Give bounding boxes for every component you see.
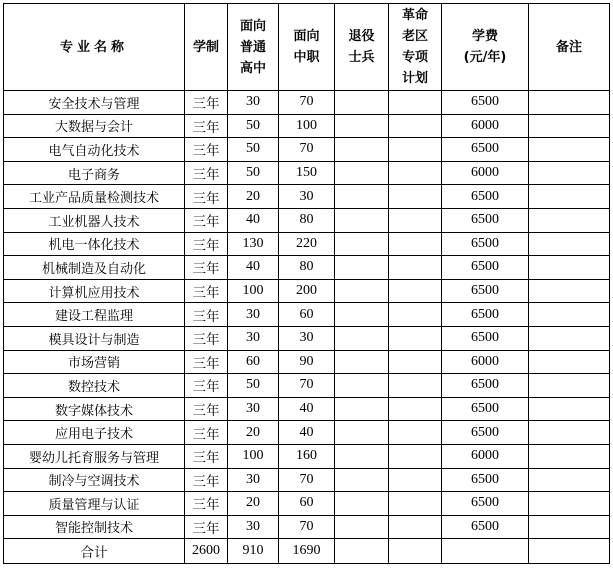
table-row	[4, 208, 610, 232]
vocational-quota-cell: 40	[279, 397, 335, 421]
veterans-cell	[335, 208, 389, 232]
general-quota-cell: 30	[228, 468, 279, 492]
general-quota-cell: 60	[228, 350, 279, 374]
remarks-cell	[529, 185, 610, 209]
remarks-cell	[529, 114, 610, 138]
remarks-cell	[529, 256, 610, 280]
duration-cell: 三年	[185, 114, 228, 138]
major-cell: 智能控制技术	[4, 515, 185, 539]
table-row	[4, 444, 610, 468]
duration-cell: 三年	[185, 185, 228, 209]
revolutionary-cell	[389, 374, 442, 398]
revolutionary-cell	[389, 185, 442, 209]
veterans-cell	[335, 232, 389, 256]
general-quota-cell: 100	[228, 444, 279, 468]
remarks-cell	[529, 326, 610, 350]
remarks-cell	[529, 421, 610, 445]
tuition-cell: 6500	[442, 326, 529, 350]
remarks-cell	[529, 397, 610, 421]
table-row	[4, 326, 610, 350]
major-cell: 大数据与会计	[4, 114, 185, 138]
revolutionary-cell	[389, 256, 442, 280]
header-vocational: 面向 中职	[279, 4, 335, 91]
remarks-cell	[529, 161, 610, 185]
revolutionary-cell	[389, 114, 442, 138]
tuition-cell: 6500	[442, 492, 529, 516]
remarks-cell	[529, 492, 610, 516]
veterans-cell	[335, 492, 389, 516]
duration-cell: 三年	[185, 421, 228, 445]
remarks-cell	[529, 208, 610, 232]
veterans-cell	[335, 350, 389, 374]
general-quota-cell: 50	[228, 161, 279, 185]
tuition-cell: 6000	[442, 161, 529, 185]
general-quota-cell: 30	[228, 515, 279, 539]
header-row	[4, 4, 610, 91]
total-row	[4, 539, 610, 564]
vocational-quota-cell: 70	[279, 374, 335, 398]
duration-cell: 三年	[185, 161, 228, 185]
table-row	[4, 256, 610, 280]
veterans-cell	[335, 161, 389, 185]
major-cell: 婴幼儿托育服务与管理	[4, 444, 185, 468]
vocational-quota-cell: 70	[279, 515, 335, 539]
vocational-quota-cell: 90	[279, 350, 335, 374]
general-quota-cell: 20	[228, 492, 279, 516]
revolutionary-cell	[389, 279, 442, 303]
remarks-cell	[529, 279, 610, 303]
revolutionary-cell	[389, 492, 442, 516]
header-major: 专业名称	[4, 4, 185, 91]
table-row	[4, 303, 610, 327]
tuition-cell: 6500	[442, 397, 529, 421]
major-cell: 工业产品质量检测技术	[4, 185, 185, 209]
revolutionary-cell	[389, 444, 442, 468]
revolutionary-cell	[389, 397, 442, 421]
header-general-high-school: 面向 普通 高中	[228, 4, 279, 91]
table-header	[4, 4, 610, 91]
duration-cell: 三年	[185, 350, 228, 374]
revolutionary-cell	[389, 232, 442, 256]
tuition-cell: 6500	[442, 468, 529, 492]
general-quota-cell: 40	[228, 208, 279, 232]
revolutionary-cell	[389, 468, 442, 492]
major-cell: 安全技术与管理	[4, 91, 185, 115]
veterans-cell	[335, 397, 389, 421]
table-row	[4, 492, 610, 516]
vocational-quota-cell: 220	[279, 232, 335, 256]
remarks-cell	[529, 303, 610, 327]
tuition-cell: 6500	[442, 91, 529, 115]
tuition-cell: 6500	[442, 515, 529, 539]
table-body	[4, 91, 610, 539]
vocational-quota-cell: 70	[279, 138, 335, 162]
veterans-cell	[335, 326, 389, 350]
tuition-cell: 6500	[442, 208, 529, 232]
total-label: 合计	[4, 539, 185, 564]
remarks-cell	[529, 444, 610, 468]
tuition-cell: 6500	[442, 421, 529, 445]
total-vocational-cell: 1690	[279, 539, 335, 564]
vocational-quota-cell: 70	[279, 91, 335, 115]
major-cell: 数控技术	[4, 374, 185, 398]
tuition-cell: 6000	[442, 114, 529, 138]
total-veterans-cell	[335, 539, 389, 564]
tuition-cell: 6500	[442, 303, 529, 327]
general-quota-cell: 40	[228, 256, 279, 280]
veterans-cell	[335, 374, 389, 398]
remarks-cell	[529, 468, 610, 492]
major-cell: 计算机应用技术	[4, 279, 185, 303]
duration-cell: 三年	[185, 208, 228, 232]
revolutionary-cell	[389, 161, 442, 185]
header-revolutionary-area-plan: 革命 老区 专项 计划	[389, 4, 442, 91]
table-row	[4, 515, 610, 539]
table-row	[4, 185, 610, 209]
duration-cell: 三年	[185, 326, 228, 350]
vocational-quota-cell: 80	[279, 208, 335, 232]
veterans-cell	[335, 421, 389, 445]
total-revolutionary-cell	[389, 539, 442, 564]
vocational-quota-cell: 30	[279, 185, 335, 209]
veterans-cell	[335, 468, 389, 492]
general-quota-cell: 50	[228, 374, 279, 398]
general-quota-cell: 50	[228, 114, 279, 138]
major-cell: 工业机器人技术	[4, 208, 185, 232]
revolutionary-cell	[389, 350, 442, 374]
duration-cell: 三年	[185, 303, 228, 327]
major-cell: 电气自动化技术	[4, 138, 185, 162]
tuition-cell: 6500	[442, 374, 529, 398]
vocational-quota-cell: 40	[279, 421, 335, 445]
revolutionary-cell	[389, 326, 442, 350]
veterans-cell	[335, 515, 389, 539]
header-duration: 学制	[185, 4, 228, 91]
duration-cell: 三年	[185, 468, 228, 492]
veterans-cell	[335, 185, 389, 209]
tuition-cell: 6000	[442, 444, 529, 468]
duration-cell: 三年	[185, 492, 228, 516]
header-veterans: 退役 士兵	[335, 4, 389, 91]
table-row	[4, 114, 610, 138]
general-quota-cell: 130	[228, 232, 279, 256]
veterans-cell	[335, 444, 389, 468]
table-row	[4, 232, 610, 256]
remarks-cell	[529, 350, 610, 374]
general-quota-cell: 30	[228, 303, 279, 327]
veterans-cell	[335, 138, 389, 162]
header-tuition: 学费 (元/年)	[442, 4, 529, 91]
total-tuition-cell	[442, 539, 529, 564]
vocational-quota-cell: 60	[279, 303, 335, 327]
duration-cell: 三年	[185, 279, 228, 303]
revolutionary-cell	[389, 515, 442, 539]
duration-cell: 三年	[185, 515, 228, 539]
tuition-cell: 6500	[442, 256, 529, 280]
duration-cell: 三年	[185, 397, 228, 421]
general-quota-cell: 50	[228, 138, 279, 162]
major-cell: 应用电子技术	[4, 421, 185, 445]
table-row	[4, 91, 610, 115]
general-quota-cell: 100	[228, 279, 279, 303]
tuition-cell: 6500	[442, 232, 529, 256]
duration-cell: 三年	[185, 232, 228, 256]
tuition-cell: 6500	[442, 185, 529, 209]
remarks-cell	[529, 138, 610, 162]
duration-cell: 三年	[185, 91, 228, 115]
remarks-cell	[529, 91, 610, 115]
vocational-quota-cell: 30	[279, 326, 335, 350]
table-row	[4, 374, 610, 398]
duration-cell: 三年	[185, 256, 228, 280]
revolutionary-cell	[389, 421, 442, 445]
vocational-quota-cell: 70	[279, 468, 335, 492]
remarks-cell	[529, 232, 610, 256]
duration-cell: 三年	[185, 138, 228, 162]
veterans-cell	[335, 279, 389, 303]
major-cell: 电子商务	[4, 161, 185, 185]
general-quota-cell: 20	[228, 421, 279, 445]
veterans-cell	[335, 91, 389, 115]
duration-cell: 三年	[185, 374, 228, 398]
vocational-quota-cell: 150	[279, 161, 335, 185]
revolutionary-cell	[389, 138, 442, 162]
veterans-cell	[335, 256, 389, 280]
header-remarks: 备注	[529, 4, 610, 91]
major-cell: 质量管理与认证	[4, 492, 185, 516]
table-row	[4, 279, 610, 303]
tuition-cell: 6000	[442, 350, 529, 374]
revolutionary-cell	[389, 303, 442, 327]
major-cell: 市场营销	[4, 350, 185, 374]
general-quota-cell: 30	[228, 326, 279, 350]
table-footer	[4, 539, 610, 564]
total-general-cell: 910	[228, 539, 279, 564]
tuition-cell: 6500	[442, 138, 529, 162]
remarks-cell	[529, 515, 610, 539]
revolutionary-cell	[389, 91, 442, 115]
total-remarks-cell	[529, 539, 610, 564]
vocational-quota-cell: 100	[279, 114, 335, 138]
major-cell: 模具设计与制造	[4, 326, 185, 350]
major-cell: 机电一体化技术	[4, 232, 185, 256]
tuition-cell: 6500	[442, 279, 529, 303]
duration-cell: 三年	[185, 444, 228, 468]
major-cell: 机械制造及自动化	[4, 256, 185, 280]
vocational-quota-cell: 200	[279, 279, 335, 303]
general-quota-cell: 30	[228, 397, 279, 421]
table-row	[4, 161, 610, 185]
major-cell: 制冷与空调技术	[4, 468, 185, 492]
table-row	[4, 350, 610, 374]
veterans-cell	[335, 303, 389, 327]
vocational-quota-cell: 60	[279, 492, 335, 516]
vocational-quota-cell: 160	[279, 444, 335, 468]
table-row	[4, 138, 610, 162]
major-cell: 数字媒体技术	[4, 397, 185, 421]
total-duration-cell: 2600	[185, 539, 228, 564]
revolutionary-cell	[389, 208, 442, 232]
vocational-quota-cell: 80	[279, 256, 335, 280]
table-row	[4, 421, 610, 445]
table-row	[4, 397, 610, 421]
table-row	[4, 468, 610, 492]
enrollment-plan-table	[3, 3, 610, 564]
major-cell: 建设工程监理	[4, 303, 185, 327]
remarks-cell	[529, 374, 610, 398]
general-quota-cell: 20	[228, 185, 279, 209]
general-quota-cell: 30	[228, 91, 279, 115]
veterans-cell	[335, 114, 389, 138]
